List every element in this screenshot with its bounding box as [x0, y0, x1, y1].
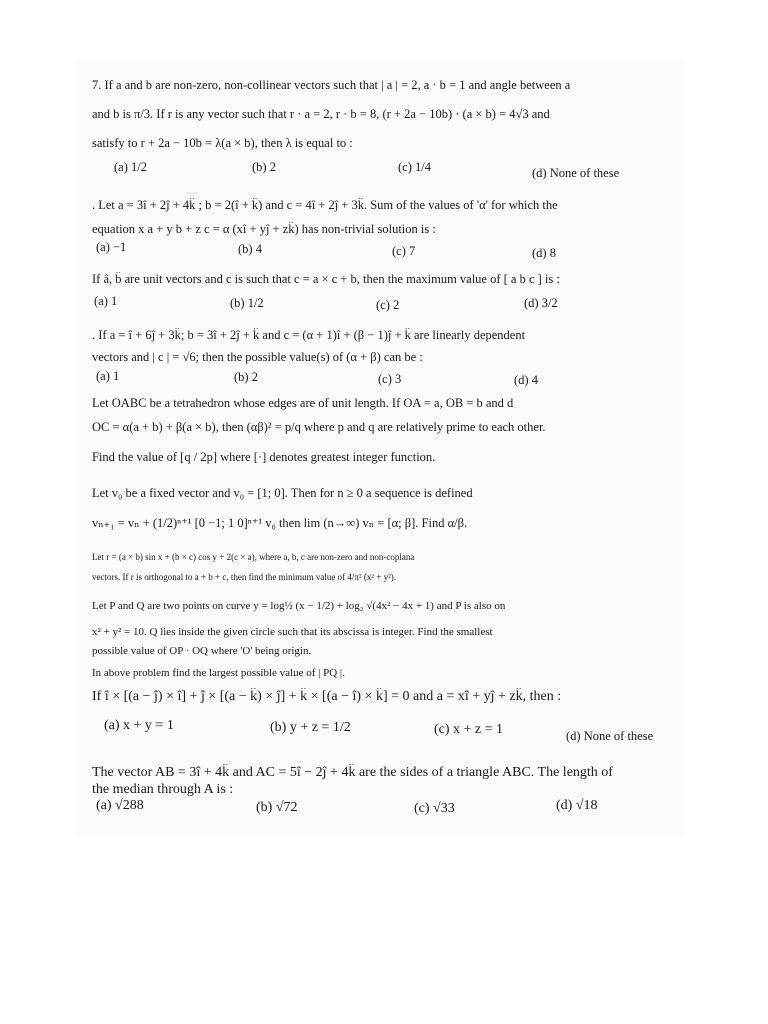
q16-line1: The vector AB = 3î + 4k̂ and AC = 5î − 2ĵ + 4k̂ are the sides of a triangle ABC. The length of — [92, 765, 613, 780]
q9-option-a: (a) 1 — [94, 294, 118, 308]
q9-line1: If â, b̂ are unit vectors and c is such that c = a × c + b, then the maximum value of [ a b c ] is : — [92, 272, 560, 286]
q10-option-d: (d) 4 — [514, 373, 538, 387]
q10-line1: . If a = î + 6ĵ + 3k̂; b = 3î + 2ĵ + k̂ and c = (α + 1)î + (β − 1)ĵ + k̂ are linearly dependent — [92, 328, 526, 342]
q16-option-d: (d) √18 — [556, 798, 598, 813]
q11-line2: OC = α(a + b) + β(a × b), then (αβ)² = p/q where p and q are relatively prime to each other. — [92, 420, 546, 434]
q10-option-a: (a) 1 — [96, 369, 120, 383]
q16-option-a: (a) √288 — [96, 798, 144, 813]
q7-option-a: (a) 1/2 — [114, 160, 147, 174]
q11-line3: Find the value of [q / 2p] where [·] denotes greatest integer function. — [92, 450, 436, 464]
q16-option-c: (c) √33 — [414, 801, 455, 816]
q13-line2: vectors. If r is orthogonal to a + b + c, then find the minimum value of 4/π² (x² + y²). — [92, 572, 397, 582]
q16-option-b: (b) √72 — [256, 800, 298, 815]
q13-line1: Let r = (a × b) sin x + (b × c) cos y + 2(c × a), where a, b, c are non-zero and non-coplana — [92, 552, 415, 562]
q9-option-c: (c) 2 — [376, 298, 400, 312]
q14-line2: x² + y² = 10. Q lies inside the given circle such that its abscissa is integer. Find the smallest — [92, 626, 493, 638]
q7-line1: 7. If a and b are non-zero, non-collinear vectors such that | a | = 2, a · b = 1 and angle between a — [92, 78, 571, 92]
q10-option-b: (b) 2 — [234, 370, 258, 384]
q8-line1: . Let a = 3î + 2ĵ + 4k̂ ; b = 2(î + k̂) and c = 4î + 2ĵ + 3k̂. Sum of the values of 'α' for which the — [92, 198, 558, 212]
q15-option-d: (d) None of these — [566, 729, 654, 743]
q14-line1: Let P and Q are two points on curve y = log½ (x − 1/2) + log₂ √(4x² − 4x + 1) and P is also on — [92, 600, 506, 612]
q7-line3: satisfy to r + 2a − 10b = λ(a × b), then λ is equal to : — [92, 136, 353, 150]
q12-line2: vₙ₊₁ = vₙ + (1/2)ⁿ⁺¹ [0 −1; 1 0]ⁿ⁺¹ v₀ then lim (n→∞) vₙ = [α; β]. Find α/β. — [92, 516, 468, 530]
q15-option-b: (b) y + z = 1/2 — [270, 720, 351, 735]
q14-line4: In above problem find the largest possible value of | PQ |. — [92, 667, 345, 679]
q15-line1: If î × [(a − ĵ) × î] + ĵ × [(a − k̂) × ĵ] + k̂ × [(a − î) × k̂] = 0 and a = xî + yĵ + zk̂, then : — [92, 689, 562, 704]
q8-option-b: (b) 4 — [238, 242, 262, 256]
q7-option-b: (b) 2 — [252, 160, 276, 174]
q12-line1: Let v₀ be a fixed vector and v₀ = [1; 0]. Then for n ≥ 0 a sequence is defined — [92, 486, 473, 500]
q7-option-d: (d) None of these — [532, 166, 620, 180]
q9-option-b: (b) 1/2 — [230, 296, 264, 310]
q14-line3: possible value of OP · OQ where 'O' being origin. — [92, 645, 312, 657]
q10-line2: vectors and | c | = √6; then the possible value(s) of (α + β) can be : — [92, 350, 423, 364]
q16-line2: the median through A is : — [92, 782, 234, 797]
q7-option-c: (c) 1/4 — [398, 160, 431, 174]
q8-option-a: (a) −1 — [96, 240, 127, 254]
q8-option-d: (d) 8 — [532, 246, 556, 260]
q9-option-d: (d) 3/2 — [524, 296, 558, 310]
q15-option-c: (c) x + z = 1 — [434, 722, 504, 737]
q11-line1: Let OABC be a tetrahedron whose edges are of unit length. If OA = a, OB = b and d — [92, 396, 514, 410]
q15-option-a: (a) x + y = 1 — [104, 718, 174, 733]
q7-line2: and b is π/3. If r is any vector such that r · a = 2, r · b = 8, (r + 2a − 10b) · (a × b) = 4√3 and — [92, 107, 550, 121]
q10-option-c: (c) 3 — [378, 372, 402, 386]
q8-option-c: (c) 7 — [392, 244, 416, 258]
q8-line2: equation x a + y b + z c = α (xî + yĵ + zk̂) has non-trivial solution is : — [92, 222, 436, 236]
